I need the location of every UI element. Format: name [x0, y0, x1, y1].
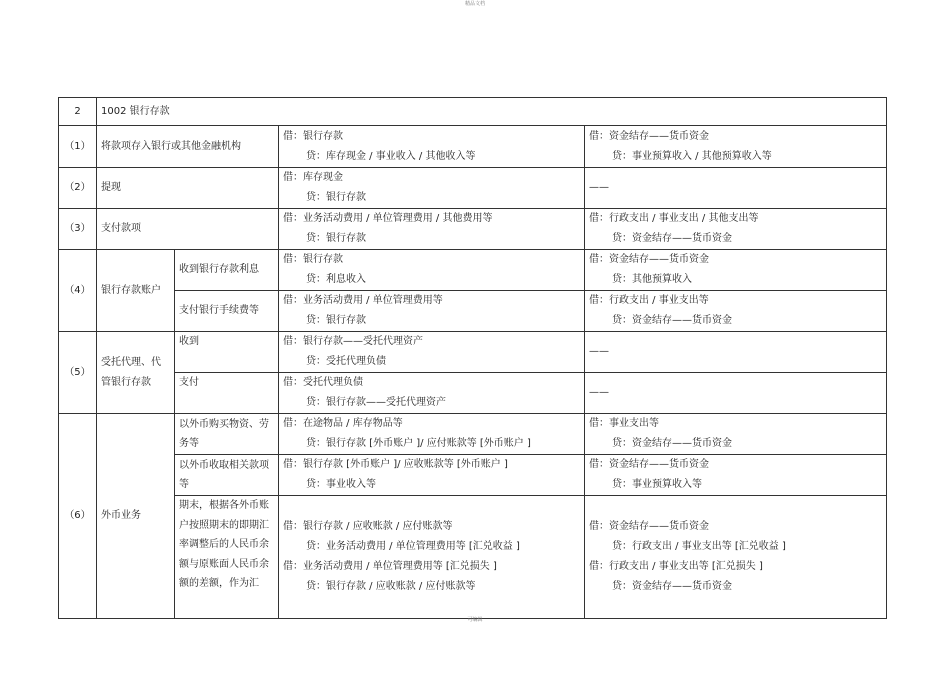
sub-item-label: [175, 414, 279, 455]
budget-accounting-entry: [585, 373, 887, 414]
budget-accounting-entry: [585, 496, 887, 619]
page-header-note: 精品文档: [464, 1, 485, 7]
row-description: 将款项存入银行或其他金融机构: [97, 126, 279, 168]
budget-accounting-entry: [585, 168, 887, 209]
entry-line: 借：行政支出 / 事业支出等 [汇兑损失 ]: [589, 561, 763, 572]
financial-accounting-entry: [279, 250, 585, 291]
budget-accounting-entry: [585, 209, 887, 250]
entry-line: 贷：资金结存——货币资金: [612, 438, 732, 449]
entry-line: ——: [589, 387, 609, 398]
entry-line: 贷：银行存款 [外币账户 ]/ 应付账款等 [外币账户 ]: [306, 438, 531, 449]
entry-line: 借：事业支出等: [589, 418, 659, 429]
entry-line: 贷：银行存款: [306, 192, 366, 203]
entry-line: 借：银行存款 / 应收账款 / 应付账款等: [283, 521, 453, 532]
table-row: [59, 209, 887, 250]
entry-line: 借：在途物品 / 库存物品等: [283, 418, 403, 429]
row-description: 提现: [97, 168, 279, 209]
entry-line: 贷：银行存款 / 应收账款 / 应付账款等: [306, 581, 476, 592]
financial-accounting-entry: [279, 455, 585, 496]
entry-line: 贷：业务活动费用 / 单位管理费用等 [汇兑收益 ]: [306, 541, 520, 552]
sub-item-text: 支付银行手续费等: [179, 305, 259, 317]
entry-line: 贷：银行存款: [306, 233, 366, 244]
row-description: 支付款项: [97, 209, 279, 250]
sub-item-text: 期末，根据各外币账户按照期末的即期汇率调整后的人民币余额与原账面人民币余额的差额，作为汇: [179, 500, 269, 589]
financial-accounting-entry: [279, 126, 585, 168]
table-row: [59, 168, 887, 209]
financial-accounting-entry: [279, 373, 585, 414]
sub-item-label: [175, 291, 279, 332]
section-header-row: [59, 98, 887, 126]
budget-accounting-entry: [585, 414, 887, 455]
table-row: [59, 496, 887, 619]
entry-line: ——: [589, 346, 609, 357]
entry-line: 贷：库存现金 / 事业收入 / 其他收入等: [306, 150, 476, 162]
entry-line: 贷：利息收入: [306, 274, 366, 285]
entry-line: 借：资金结存——货币资金: [589, 521, 709, 532]
entry-line: 借：银行存款——受托代理资产: [283, 336, 423, 347]
table-row: [59, 332, 887, 373]
entry-line: 借：业务活动费用 / 单位管理费用 / 其他费用等: [283, 213, 493, 224]
sub-item-label: 支付: [175, 373, 279, 414]
budget-accounting-entry: [585, 291, 887, 332]
budget-accounting-entry: [585, 250, 887, 291]
table-row: [59, 291, 887, 332]
table-row: [59, 126, 887, 168]
sub-item-label: [175, 455, 279, 496]
entry-line: 贷：资金结存——货币资金: [612, 233, 732, 244]
row-description: 外币业务: [97, 414, 175, 619]
budget-accounting-entry: [585, 126, 887, 168]
table-row: [59, 455, 887, 496]
entry-line: 贷：其他预算收入: [612, 274, 692, 285]
financial-accounting-entry: [279, 414, 585, 455]
sub-item-text: 收到银行存款利息: [179, 264, 259, 276]
table-row: [59, 414, 887, 455]
row-number: （2）: [59, 168, 97, 209]
section-number: 2: [59, 98, 97, 126]
entry-line: 贷：受托代理负债: [306, 356, 386, 367]
row-number: （1）: [59, 126, 97, 168]
entry-line: 借：行政支出 / 事业支出等: [589, 295, 709, 306]
entry-line: 贷：资金结存——货币资金: [612, 315, 732, 326]
entry-line: 贷：资金结存——货币资金: [612, 581, 732, 592]
entry-line: 借：银行存款 [外币账户 ]/ 应收账款等 [外币账户 ]: [283, 459, 508, 470]
financial-accounting-entry: [279, 168, 585, 209]
sub-item-label: [175, 496, 279, 619]
entry-line: 借：银行存款: [283, 254, 343, 265]
entry-line: 借：业务活动费用 / 单位管理费用等 [汇兑损失 ]: [283, 561, 497, 572]
entry-line: 借：行政支出 / 事业支出 / 其他支出等: [589, 213, 759, 224]
table-row: [59, 250, 887, 291]
entry-line: 贷：银行存款——受托代理资产: [306, 397, 446, 408]
entry-line: 借：业务活动费用 / 单位管理费用等: [283, 295, 443, 306]
row-description: [97, 250, 175, 332]
budget-accounting-entry: [585, 332, 887, 373]
row-number: （5）: [59, 332, 97, 414]
sub-item-text: 以外币收取相关款项等: [179, 459, 269, 490]
entry-line: 贷：银行存款: [306, 315, 366, 326]
page-footer-note: 可编辑: [467, 617, 483, 623]
entry-line: 借：资金结存——货币资金: [589, 254, 709, 265]
entry-line: ——: [589, 182, 609, 193]
entry-line: 贷：行政支出 / 事业支出等 [汇兑收益 ]: [612, 541, 786, 552]
sub-item-text: 以外币购买物资、劳务等: [179, 418, 269, 449]
financial-accounting-entry: [279, 332, 585, 373]
entry-line: 借：银行存款: [283, 130, 343, 142]
entry-line: 借：库存现金: [283, 172, 343, 183]
entry-line: 贷：事业收入等: [306, 479, 376, 490]
entry-line: 贷：事业预算收入 / 其他预算收入等: [612, 150, 772, 162]
row-description-text: 受托代理、代管银行存款: [101, 357, 161, 388]
row-number: （4）: [59, 250, 97, 332]
row-number: （3）: [59, 209, 97, 250]
entry-line: 贷：事业预算收入等: [612, 479, 702, 490]
budget-accounting-entry: [585, 455, 887, 496]
financial-accounting-entry: [279, 496, 585, 619]
row-number: （6）: [59, 414, 97, 619]
entry-line: 借：受托代理负债: [283, 377, 363, 388]
section-title: 1002 银行存款: [97, 98, 887, 126]
sub-item-label: 收到: [175, 332, 279, 373]
accounting-entries-table: [58, 97, 887, 619]
sub-item-label: [175, 250, 279, 291]
financial-accounting-entry: [279, 209, 585, 250]
row-description-text: 银行存款账户: [101, 284, 161, 296]
entry-line: 借：资金结存——货币资金: [589, 459, 709, 470]
entry-line: 借：资金结存——货币资金: [589, 130, 709, 142]
row-description: [97, 332, 175, 414]
financial-accounting-entry: [279, 291, 585, 332]
table-row: [59, 373, 887, 414]
